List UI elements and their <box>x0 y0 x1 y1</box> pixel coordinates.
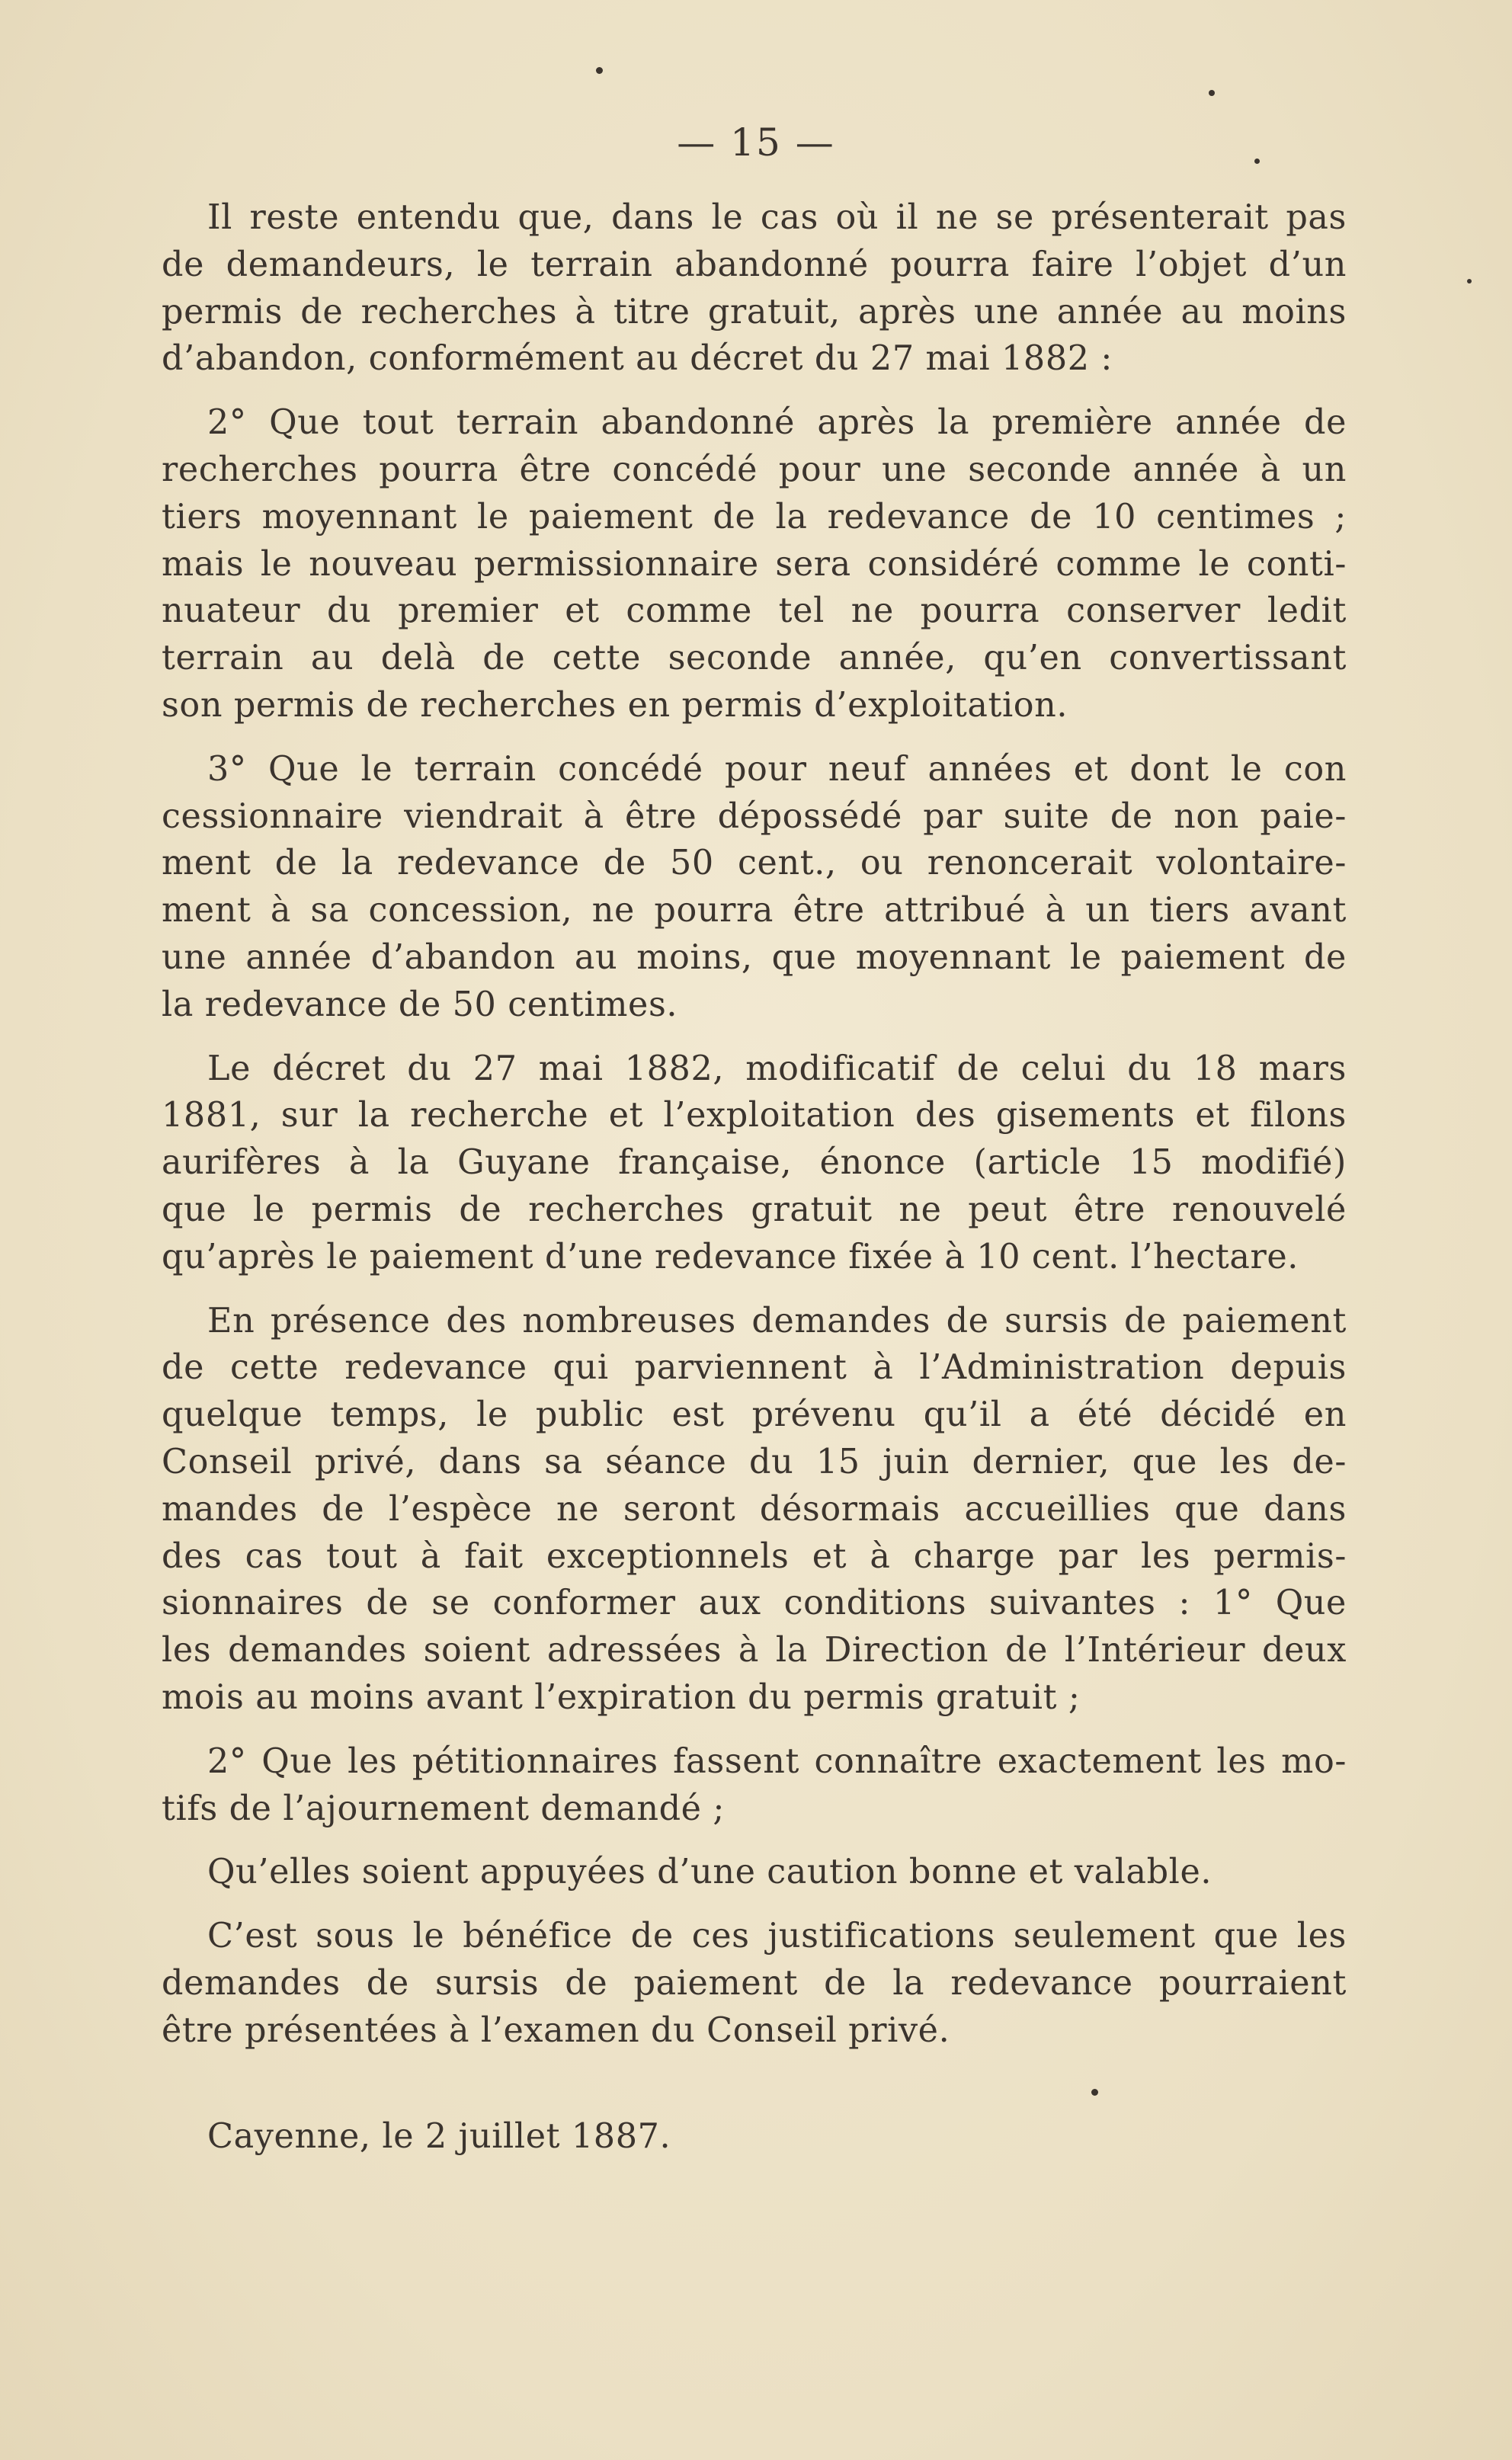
text-line: de cette redevance qui parviennent à l’Administration depuis <box>162 1348 1347 1388</box>
text-line: mais le nouveau permissionnaire sera considéré comme le conti- <box>162 544 1347 584</box>
signature-line: Cayenne, le 2 juillet 1887. <box>207 2117 671 2156</box>
text-line: demandes de sursis de paiement de la redevance pourraient <box>162 1963 1347 2003</box>
paragraph-5 <box>162 1298 1347 1722</box>
text-line: permis de recherches à titre gratuit, après une année au moins <box>162 292 1347 332</box>
ink-speck <box>596 67 603 74</box>
text-line: cessionnaire viendrait à être dépossédé par suite de non paie- <box>162 796 1347 836</box>
text-line: que le permis de recherches gratuit ne peut être renouvelé <box>162 1190 1347 1229</box>
text-line: 2° Que les pétitionnaires fassent connaître exactement les mo- <box>207 1741 1347 1781</box>
page-number: — 15 — <box>677 120 835 165</box>
text-line: des cas tout à fait exceptionnels et à charge par les permis- <box>162 1536 1347 1576</box>
text-line: ment à sa concession, ne pourra être attribué à un tiers avant <box>162 891 1347 931</box>
paragraph-3 <box>162 746 1347 1029</box>
text-line: Qu’elles soient appuyées d’une caution bonne et valable. <box>207 1853 1212 1892</box>
text-line: 2° Que tout terrain abandonné après la première année de <box>207 403 1347 443</box>
text-line: 1881, sur la recherche et l’exploitation des gisements et filons <box>162 1096 1347 1136</box>
text-line: d’abandon, conformément au décret du 27 mai 1882 : <box>162 339 1113 379</box>
ink-speck <box>1209 90 1215 96</box>
text-line: nuateur du premier et comme tel ne pourra conserver ledit <box>162 591 1347 631</box>
paragraph-4 <box>162 1046 1347 1281</box>
text-line: Il reste entendu que, dans le cas où il ne se présenterait pas <box>207 198 1347 237</box>
text-line: de demandeurs, le terrain abandonné pourra faire l’objet d’un <box>162 245 1347 284</box>
paragraph-1 <box>162 194 1347 383</box>
text-line: 3° Que le terrain concédé pour neuf années et dont le con <box>207 749 1347 789</box>
ink-speck <box>1467 279 1472 283</box>
text-line: qu’après le paiement d’une redevance fixée à 10 cent. l’hectare. <box>162 1237 1299 1276</box>
text-line: aurifères à la Guyane française, énonce (article 15 modifié) <box>162 1143 1347 1183</box>
text-line: sionnaires de se conformer aux conditions suivantes : 1° Que <box>162 1584 1347 1623</box>
text-line: une année d’abandon au moins, que moyennant le paiement de <box>162 937 1347 977</box>
paragraph-6 <box>162 1738 1347 1833</box>
paragraph-7 <box>162 1849 1347 1896</box>
ink-speck <box>1091 2089 1098 2096</box>
text-line: ment de la redevance de 50 cent., ou renoncerait volontaire- <box>162 844 1347 883</box>
text-line: les demandes soient adressées à la Direction de l’Intérieur deux <box>162 1631 1347 1670</box>
text-line: quelque temps, le public est prévenu qu’il a été décidé en <box>162 1395 1347 1435</box>
paragraph-8 <box>162 1913 1347 2054</box>
text-line: C’est sous le bénéfice de ces justifications seulement que les <box>207 1917 1347 1956</box>
text-line: son permis de recherches en permis d’exploitation. <box>162 685 1068 725</box>
text-line: terrain au delà de cette seconde année, qu’en convertissant <box>162 639 1347 678</box>
text-line: être présentées à l’examen du Conseil privé. <box>162 2010 950 2050</box>
body-text <box>162 194 1347 2054</box>
text-line: Conseil privé, dans sa séance du 15 juin dernier, que les de- <box>162 1442 1347 1481</box>
text-line: mois au moins avant l’expiration du permis gratuit ; <box>162 1677 1081 1717</box>
text-line: recherches pourra être concédé pour une seconde année à un <box>162 450 1347 489</box>
text-line: tiers moyennant le paiement de la redevance de 10 centimes ; <box>162 497 1347 537</box>
text-line: tifs de l’ajournement demandé ; <box>162 1789 725 1828</box>
text-line: Le décret du 27 mai 1882, modificatif de celui du 18 mars <box>207 1049 1347 1088</box>
text-line: la redevance de 50 centimes. <box>162 985 678 1024</box>
paragraph-2 <box>162 399 1347 729</box>
text-line: En présence des nombreuses demandes de sursis de paiement <box>207 1301 1347 1341</box>
text-line: mandes de l’espèce ne seront désormais accueillies que dans <box>162 1489 1347 1529</box>
